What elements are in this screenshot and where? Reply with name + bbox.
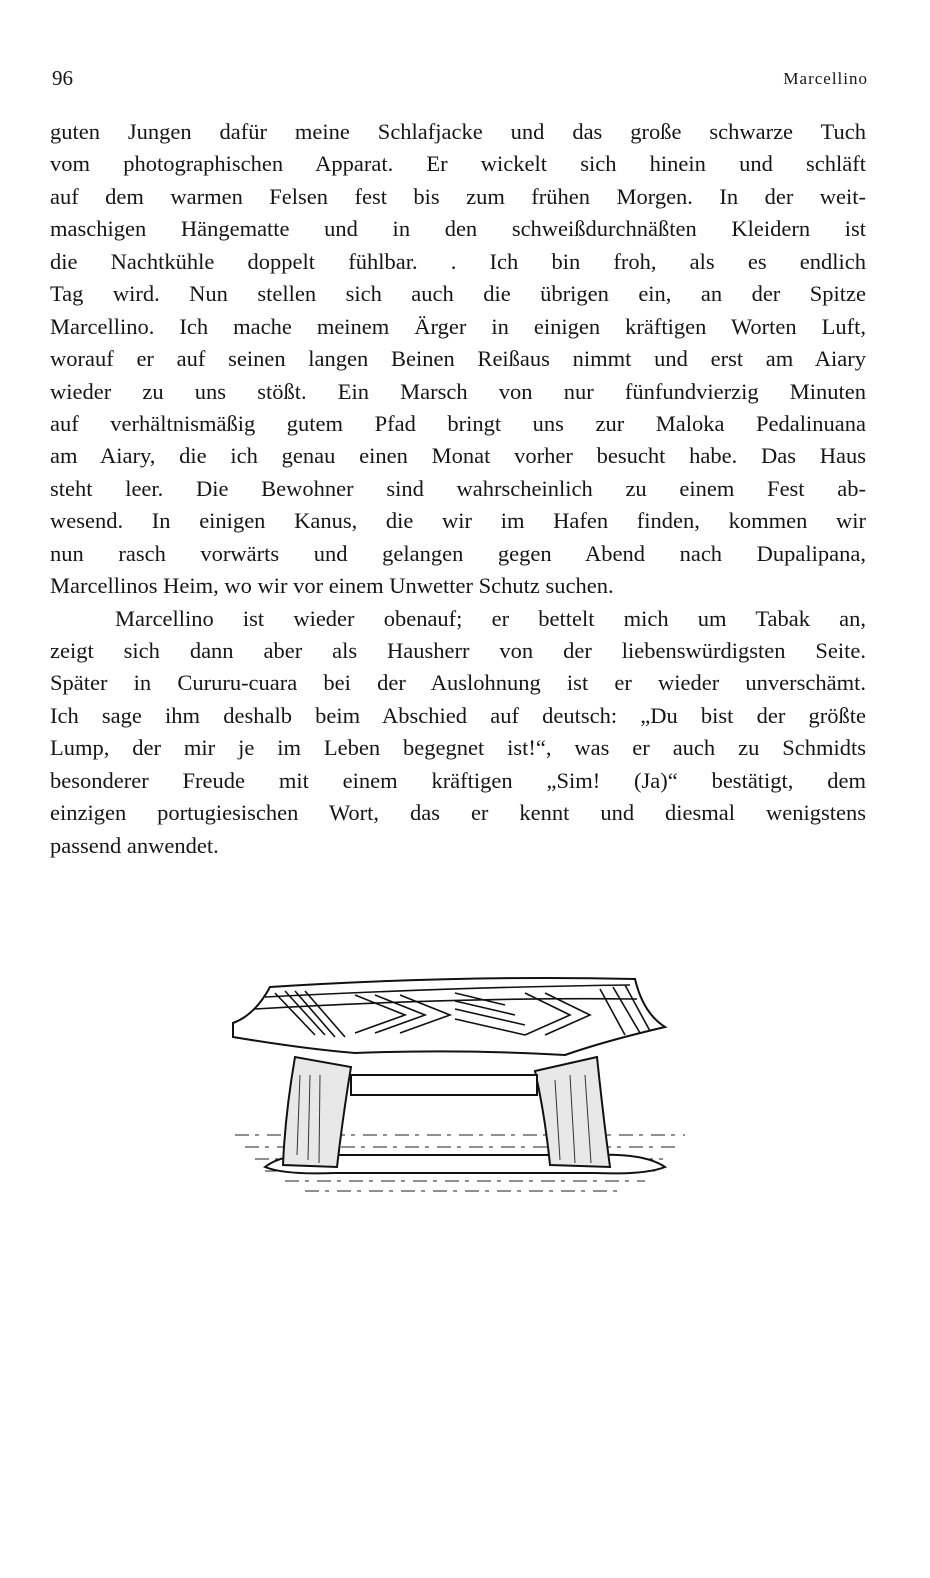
paragraph — [50, 603, 866, 863]
text-line: maschigen Hängematte und in den schweißdurchnäßten Kleidern ist — [50, 216, 866, 242]
text-line: vom photographischen Apparat. Er wickelt sich hinein und schläft — [50, 151, 866, 177]
text-line: worauf er auf seinen langen Beinen Reißaus nimmt und erst am Aiary — [50, 346, 866, 372]
text-line: Marcellinos Heim, wo wir vor einem Unwetter Schutz suchen. — [50, 573, 614, 599]
text-line: Lump, der mir je im Leben begegnet ist!“, was er auch zu Schmidts — [50, 735, 866, 761]
page-number: 96 — [52, 66, 73, 90]
text-line: auf verhältnismäßig gutem Pfad bringt uns zur Maloka Pedalinuana — [50, 410, 866, 436]
text-line: Marcellino ist wieder obenauf; er bettelt mich um Tabak an, — [115, 605, 866, 631]
text-line: nun rasch vorwärts und gelangen gegen Abend nach Dupalipana, — [50, 540, 866, 566]
text-line: Marcellino. Ich mache meinem Ärger in einigen kräftigen Worten Luft, — [50, 313, 866, 339]
running-title: Marcellino — [783, 69, 868, 88]
text-line: Ich sage ihm deshalb beim Abschied auf deutsch: „Du bist der größte — [50, 702, 866, 728]
body-text — [50, 116, 866, 862]
paragraph — [50, 116, 866, 603]
text-line: auf dem warmen Felsen fest bis zum frühen Morgen. In der weit- — [50, 183, 866, 209]
text-line: die Nachtkühle doppelt fühlbar. . Ich bin froh, als es endlich — [50, 248, 866, 274]
text-line: passend anwendet. — [50, 832, 219, 858]
text-line: wesend. In einigen Kanus, die wir im Hafen finden, kommen wir — [50, 508, 866, 534]
text-line: guten Jungen dafür meine Schlafjacke und das große schwarze Tuch — [50, 119, 866, 144]
text-line: steht leer. Die Bewohner sind wahrscheinlich zu einem Fest ab- — [50, 475, 866, 501]
text-line: Später in Cururu-cuara bei der Auslohnung ist er wieder unverschämt. — [50, 670, 866, 696]
stool-illustration — [225, 975, 695, 1210]
text-line: wieder zu uns stößt. Ein Marsch von nur fünfundvierzig Minuten — [50, 378, 866, 404]
text-line: Tag wird. Nun stellen sich auch die übrigen ein, an der Spitze — [50, 281, 866, 307]
text-line: einzigen portugiesischen Wort, das er kennt und diesmal wenigstens — [50, 800, 866, 826]
text-line: zeigt sich dann aber als Hausherr von der liebenswürdigsten Seite. — [50, 638, 866, 663]
text-line: am Aiary, die ich genau einen Monat vorher besucht habe. Das Haus — [50, 443, 866, 469]
text-line: besonderer Freude mit einem kräftigen „Sim! (Ja)“ bestätigt, dem — [50, 767, 866, 793]
stool-legs — [283, 1057, 610, 1167]
